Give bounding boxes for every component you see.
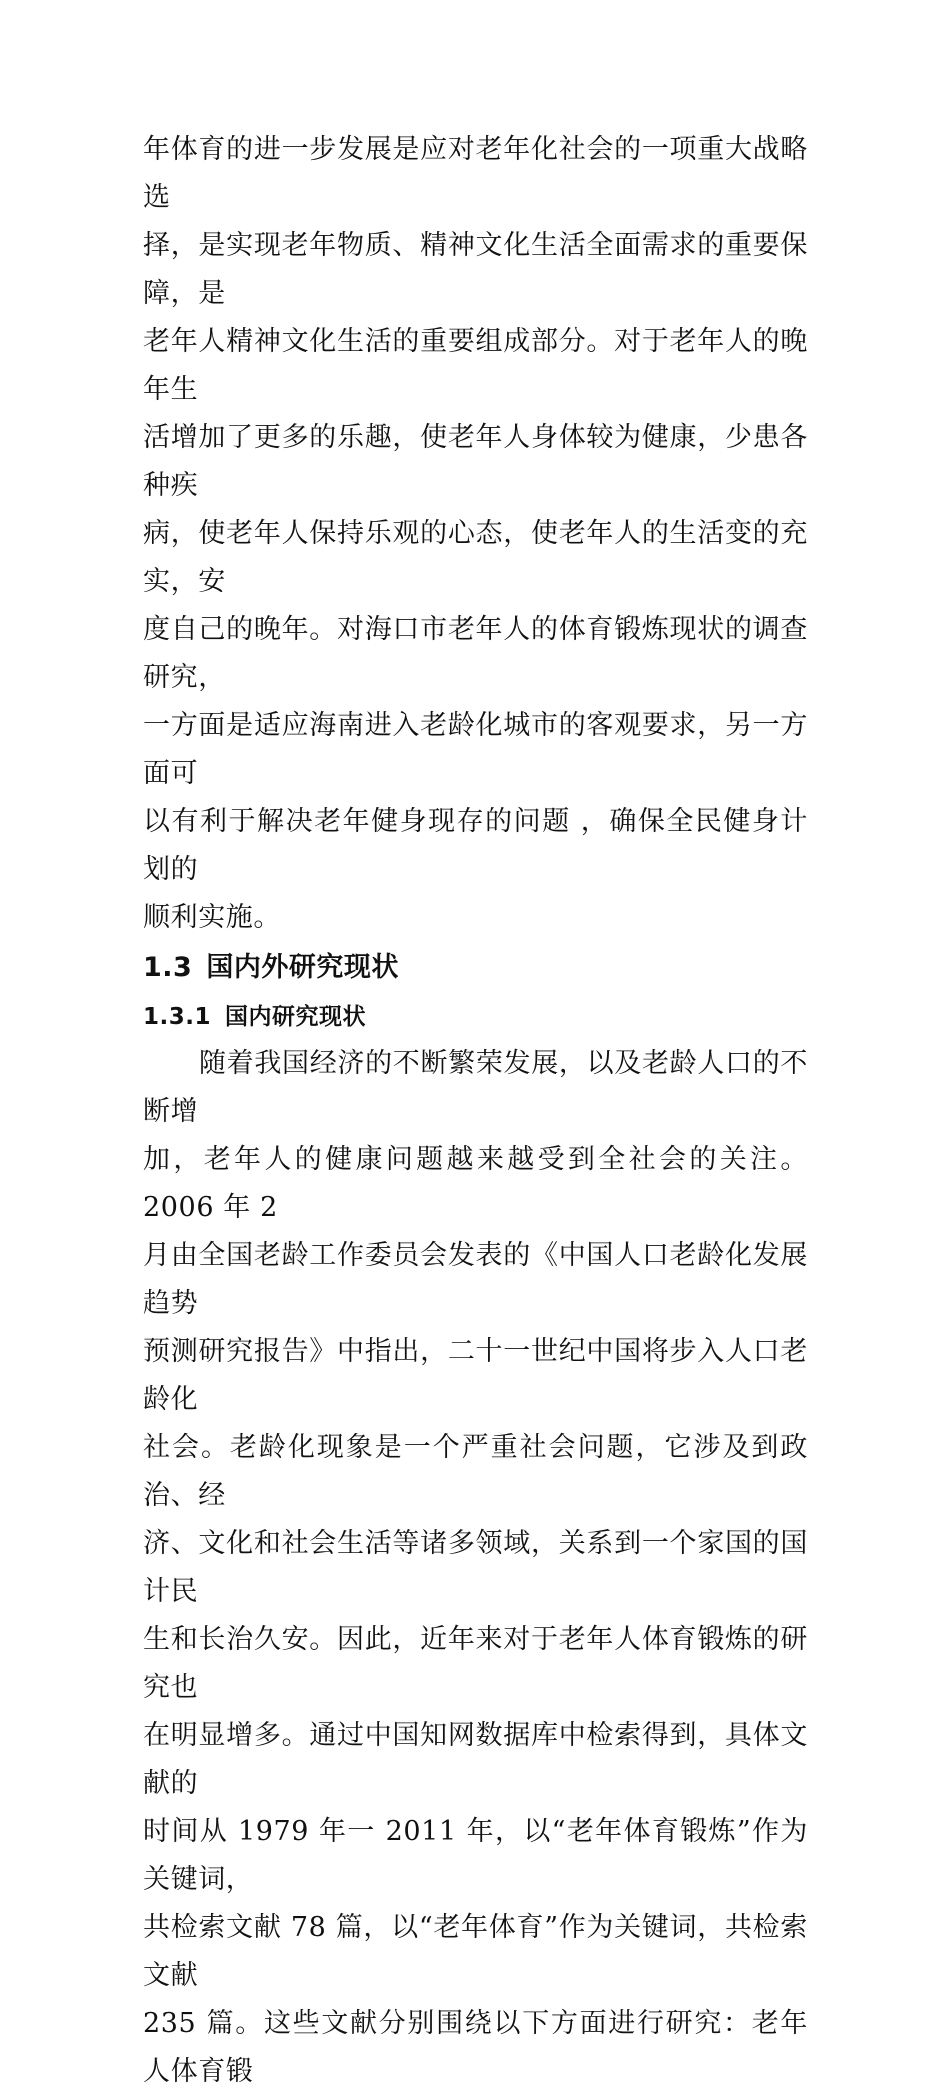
text-line: 度自己的晚年。对海口市老年人的体育锻炼现状的调查研究， (143, 614, 808, 693)
text-line: 老年人精神文化生活的重要组成部分。对于老年人的晚年生 (143, 326, 808, 405)
text-line: 预测研究报告》中指出，二十一世纪中国将步入人口老龄化 (143, 1336, 808, 1415)
section-number: 1.3 (143, 952, 193, 983)
text-line: 235 篇。这些文献分别围绕以下方面进行研究：老年人体育锻 (143, 2008, 808, 2087)
subsection-title: 国内研究现状 (225, 1004, 366, 1030)
text-line: 生和长治久安。因此，近年来对于老年人体育锻炼的研究也 (143, 1624, 808, 1703)
text-line: 随着我国经济的不断繁荣发展，以及老龄人口的不断增 (143, 1048, 808, 1127)
text-line: 病，使老年人保持乐观的心态，使老年人的生活变的充实，安 (143, 518, 808, 597)
text-line: 社会。老龄化现象是一个严重社会问题，它涉及到政治、经 (143, 1432, 808, 1511)
subsection-number: 1.3.1 (143, 1004, 211, 1030)
text-line: 济、文化和社会生活等诸多领域，关系到一个家国的国计民 (143, 1528, 808, 1607)
text-line: 共检索文献 78 篇，以“老年体育”作为关键词，共检索文献 (143, 1912, 808, 1991)
section-heading (143, 942, 808, 994)
text-line: 活增加了更多的乐趣，使老年人身体较为健康，少患各种疾 (143, 422, 808, 501)
text-line: 择，是实现老年物质、精神文化生活全面需求的重要保障，是 (143, 230, 808, 309)
text-line: 时间从 1979 年一 2011 年，以“老年体育锻炼”作为关键词， (143, 1816, 808, 1895)
text-line: 加，老年人的健康问题越来越受到全社会的关注。2006 年 2 (143, 1144, 808, 1223)
intro-paragraph (143, 126, 808, 942)
text-line: 以有利于解决老年健身现存的问题 ，确保全民健身计划的 (143, 806, 808, 885)
section-title: 国内外研究现状 (206, 952, 399, 983)
page-content (143, 126, 808, 2096)
body-paragraph (143, 1040, 808, 2096)
text-line: 月由全国老龄工作委员会发表的《中国人口老龄化发展趋势 (143, 1240, 808, 1319)
text-line: 顺利实施。 (143, 902, 281, 933)
subsection-heading (143, 994, 808, 1040)
text-line: 一方面是适应海南进入老龄化城市的客观要求，另一方面可 (143, 710, 808, 789)
text-line: 年体育的进一步发展是应对老年化社会的一项重大战略选 (143, 134, 808, 213)
text-line: 在明显增多。通过中国知网数据库中检索得到，具体文献的 (143, 1720, 808, 1799)
